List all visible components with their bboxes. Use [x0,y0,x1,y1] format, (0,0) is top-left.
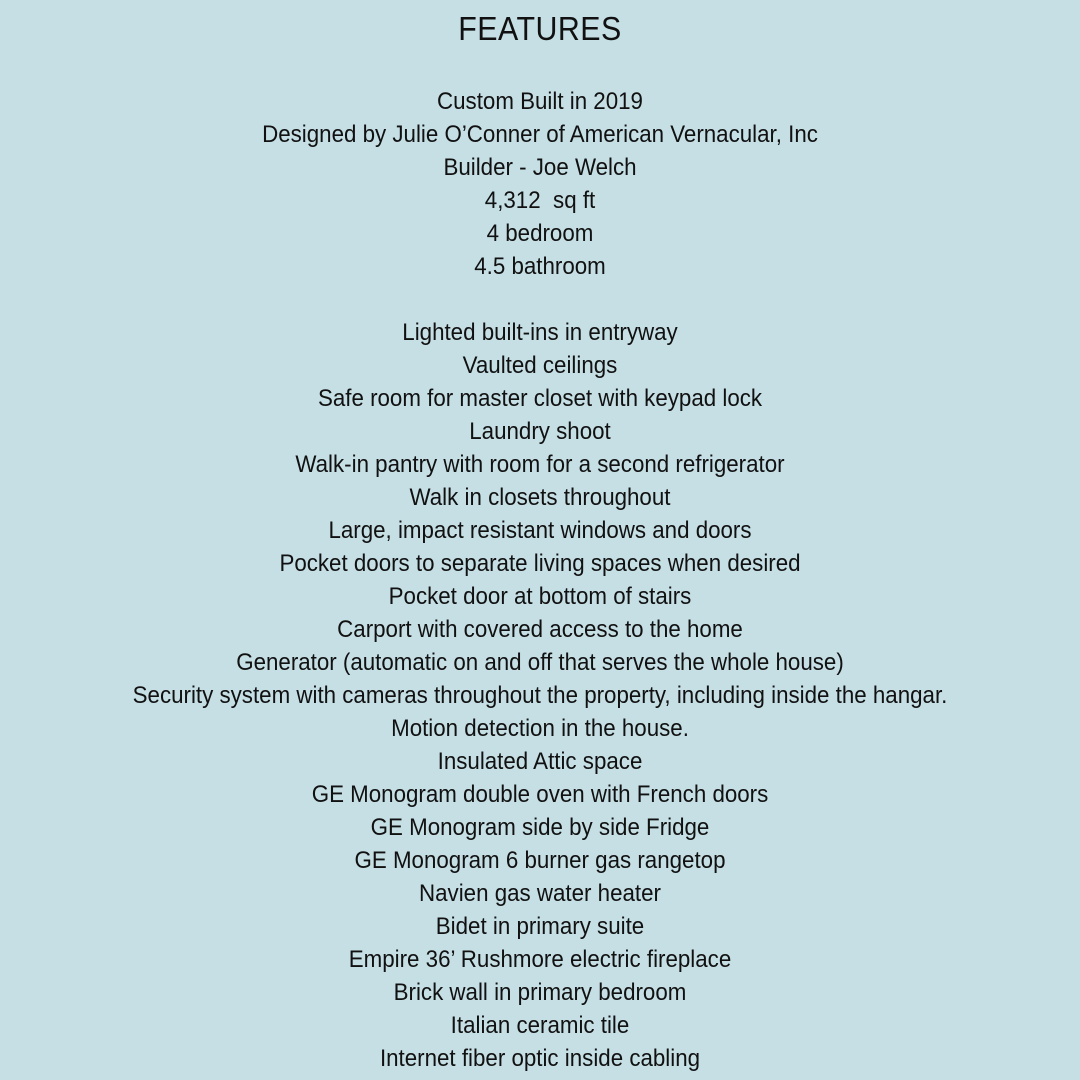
basic-details-list [0,85,1080,283]
feature-item: Brick wall in primary bedroom [393,979,687,1006]
feature-item: Walk in closets throughout [409,484,671,511]
basic-detail-item: 4.5 bathroom [474,253,606,280]
feature-item: Vaulted ceilings [462,352,618,379]
features-list [0,316,1080,1075]
feature-item: Pocket door at bottom of stairs [388,583,692,610]
feature-item: Security system with cameras throughout the property, including inside the hangar. [132,682,948,709]
feature-item: Italian ceramic tile [450,1012,630,1039]
feature-item: Bidet in primary suite [435,913,645,940]
feature-item: Navien gas water heater [419,880,661,907]
feature-item: Insulated Attic space [437,748,643,775]
feature-item: Large, impact resistant windows and doors [328,517,752,544]
feature-item: Laundry shoot [469,418,611,445]
feature-item: GE Monogram double oven with French doors [311,781,769,808]
feature-item: Lighted built-ins in entryway [402,319,678,346]
basic-detail-item: Custom Built in 2019 [437,88,643,115]
basic-detail-item: 4,312 sq ft [484,187,596,214]
basic-detail-item: 4 bedroom [486,220,594,247]
feature-item: Safe room for master closet with keypad lock [317,385,763,412]
feature-item: Motion detection in the house. [391,715,689,742]
feature-item: Generator (automatic on and off that serves the whole house) [236,649,844,676]
feature-item: GE Monogram side by side Fridge [370,814,710,841]
feature-item: Carport with covered access to the home [337,616,743,643]
basic-detail-item: Designed by Julie O’Conner of American Vernacular, Inc [262,121,818,148]
page-title: FEATURES [458,10,622,47]
basic-detail-item: Builder - Joe Welch [443,154,637,181]
feature-item: Empire 36’ Rushmore electric fireplace [348,946,732,973]
feature-item: GE Monogram 6 burner gas rangetop [354,847,726,874]
feature-item: Internet fiber optic inside cabling [379,1045,701,1072]
feature-item: Pocket doors to separate living spaces when desired [279,550,801,577]
feature-item: Walk-in pantry with room for a second refrigerator [295,451,785,478]
